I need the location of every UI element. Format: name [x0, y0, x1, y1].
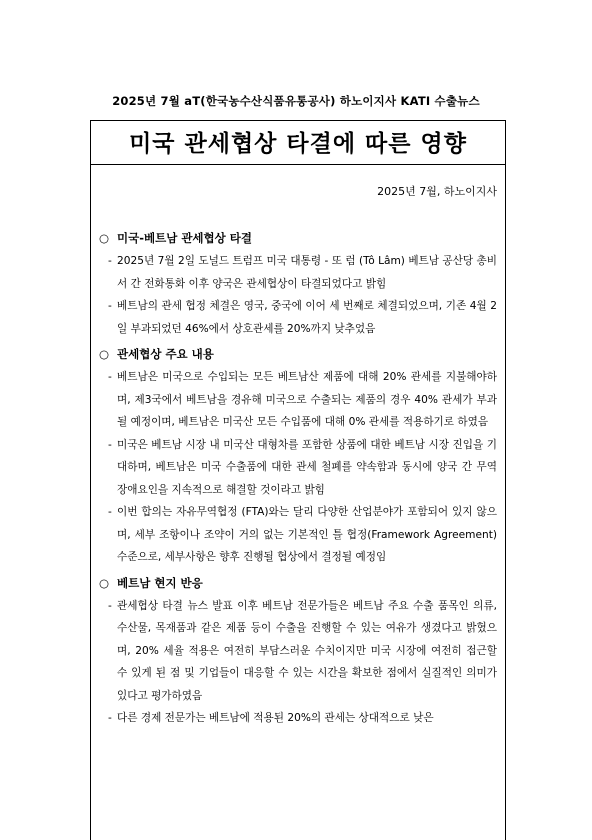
- circle-bullet-icon: ○: [99, 575, 110, 590]
- section-heading: [99, 575, 497, 591]
- section-items: [99, 366, 497, 569]
- article-title: 미국 관세협상 타결에 따른 영향: [129, 131, 467, 157]
- item-text: 베트남은 미국으로 수입되는 모든 베트남산 제품에 대해 20% 관세를 지불해야하며, 제3국에서 베트남을 경유해 미국으로 수출되는 제품의 경우 40% 관세가 부과될 예정이며, 베트남은 미국산 모든 수입품에 대해 0% 관세를 적용하기로 하였음: [117, 371, 497, 428]
- circle-bullet-icon: ○: [99, 231, 110, 245]
- dash-bullet-icon: -: [108, 300, 112, 312]
- title-divider: [91, 164, 505, 165]
- item-text: 이번 합의는 자유무역협정 (FTA)와는 달리 다양한 산업분야가 포함되어 있지 않으며, 세부 조항이나 조약이 거의 없는 기본적인 틀 협정(Framework Agreement) 수준으로, 세부사항은 향후 진행될 협상에서 결정될 예정임: [117, 506, 497, 563]
- dash-bullet-icon: -: [108, 712, 112, 724]
- section-heading: [99, 346, 497, 362]
- section-title: 미국-베트남 관세협상 타결: [117, 231, 252, 245]
- item-text: 관세협상 타결 뉴스 발표 이후 베트남 전문가들은 베트남 주요 수출 품목인 의류, 수산물, 목재품과 같은 제품 등이 수출을 진행할 수 있는 여유가 생겼다고 밝혔으며, 20% 세율 적용은 여전히 부담스러운 수치이지만 미국 시장에 여전히 접근할 수 있게 된 점 및 기업들이 대응할 수 있는 시간을 확보한 점에서 실질적인 의미가 있다고 평가하였음: [117, 599, 497, 702]
- dash-bullet-icon: -: [108, 255, 112, 267]
- list-item: [99, 366, 497, 434]
- page-header: 2025년 7월 aT(한국농수산식품유통공사) 하노이지사 KATI 수출뉴스: [112, 94, 480, 108]
- article-body: [99, 230, 497, 736]
- list-item: [99, 595, 497, 708]
- section-heading: [99, 230, 497, 246]
- item-text: 2025년 7월 2일 도널드 트럼프 미국 대통령 - 또 럼 (Tô Lâm) 베트남 공산당 총비서 간 전화통화 이후 양국은 관세협상이 타결되었다고 밝힘: [117, 255, 497, 290]
- list-item: [99, 295, 497, 340]
- item-text: 다른 경제 전문가는 베트남에 적용된 20%의 관세는 상대적으로 낮은: [117, 712, 434, 724]
- list-item: [99, 501, 497, 569]
- section-title: 베트남 현지 반응: [117, 575, 203, 590]
- dash-bullet-icon: -: [108, 506, 112, 518]
- article-frame: [90, 120, 506, 840]
- section-title: 관세협상 주요 내용: [117, 347, 214, 361]
- dash-bullet-icon: -: [108, 599, 112, 612]
- list-item: [99, 707, 497, 730]
- list-item: [99, 434, 497, 502]
- dateline: 2025년 7월, 하노이지사: [377, 185, 497, 198]
- item-text: 미국은 베트남 시장 내 미국산 대형차를 포함한 상품에 대한 베트남 시장 진입을 기대하며, 베트남은 미국 수출품에 대한 관세 철폐를 약속함과 동시에 양국 간 무역 장애요인을 지속적으로 해결할 것이라고 밝힘: [117, 438, 497, 496]
- dash-bullet-icon: -: [108, 371, 112, 383]
- section-items: [99, 595, 497, 730]
- item-text: 베트남의 관세 협정 체결은 영국, 중국에 이어 세 번째로 체결되었으며, 기존 4월 2일 부과되었던 46%에서 상호관세를 20%까지 낮추었음: [117, 300, 497, 335]
- dash-bullet-icon: -: [108, 438, 112, 451]
- list-item: [99, 250, 497, 295]
- section-items: [99, 250, 497, 340]
- circle-bullet-icon: ○: [99, 347, 110, 361]
